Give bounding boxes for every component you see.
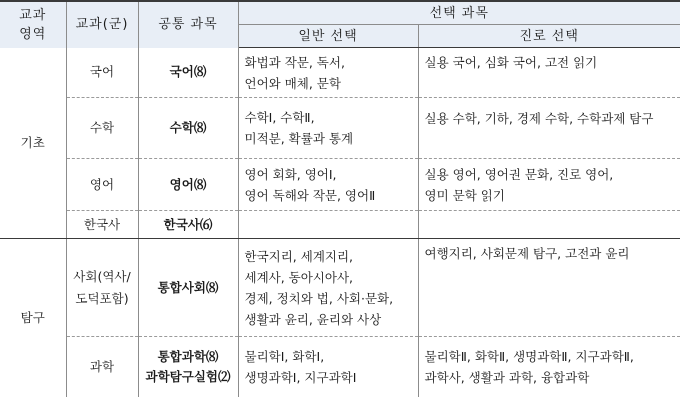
career-cell bbox=[418, 239, 680, 337]
general-cell bbox=[238, 337, 418, 397]
common-text: 과학탐구실험⑵ bbox=[145, 368, 231, 384]
career-cell bbox=[418, 337, 680, 397]
career-cell bbox=[418, 211, 680, 239]
general-text: 경제, 정치와 법, 사회·문화, bbox=[244, 290, 394, 306]
common-cell bbox=[138, 48, 238, 98]
group-cell bbox=[66, 337, 138, 397]
general-text: 미적분, 확률과 통계 bbox=[244, 131, 354, 146]
general-text: 세계사, 동아시아사, bbox=[244, 269, 354, 285]
general-text: 물리학Ⅰ, 화학Ⅰ, bbox=[244, 348, 325, 364]
group-text: 도덕포함) bbox=[75, 290, 129, 306]
general-text: 화법과 작문, 독서, bbox=[244, 54, 345, 70]
general-cell bbox=[238, 48, 418, 98]
header-group: 교과(군) bbox=[66, 1, 138, 48]
career-text: 영미 문학 읽기 bbox=[424, 187, 505, 203]
general-text: 수학Ⅰ, 수학Ⅱ, bbox=[244, 110, 315, 125]
general-cell bbox=[238, 239, 418, 337]
career-text: 여행지리, 사회문제 탐구, 고전과 윤리 bbox=[424, 246, 630, 261]
group-cell bbox=[66, 98, 138, 159]
career-text: 실용 국어, 심화 국어, 고전 읽기 bbox=[424, 55, 598, 70]
group-text: 국어 bbox=[89, 64, 115, 80]
career-text: 물리학Ⅱ, 화학Ⅱ, 생명과학Ⅱ, 지구과학Ⅱ, bbox=[424, 348, 634, 364]
general-text: 영어 회화, 영어Ⅰ, bbox=[244, 166, 337, 182]
general-text: 영어 독해와 작문, 영어Ⅱ bbox=[244, 187, 376, 203]
common-cell bbox=[138, 98, 238, 159]
table-row bbox=[0, 337, 680, 397]
common-text: 한국사⑹ bbox=[163, 216, 213, 232]
general-cell bbox=[238, 159, 418, 211]
header-common: 공통 과목 bbox=[138, 1, 238, 48]
table-row bbox=[0, 211, 680, 239]
career-text: 실용 영어, 영어권 문화, 진로 영어, bbox=[424, 166, 614, 182]
career-text: 실용 수학, 기하, 경제 수학, 수학과제 탐구 bbox=[424, 111, 654, 126]
group-cell bbox=[66, 159, 138, 211]
area-inquiry: 탐구 bbox=[0, 239, 66, 397]
general-cell bbox=[238, 98, 418, 159]
career-cell bbox=[418, 48, 680, 98]
common-text: 통합과학⑻ bbox=[157, 348, 219, 364]
common-cell bbox=[138, 239, 238, 337]
group-text: 영어 bbox=[89, 176, 115, 192]
group-cell bbox=[66, 211, 138, 239]
common-text: 국어⑻ bbox=[169, 64, 207, 80]
group-text: 수학 bbox=[89, 120, 115, 135]
area-basic: 기초 bbox=[0, 48, 66, 239]
header-general: 일반 선택 bbox=[238, 25, 418, 48]
career-cell bbox=[418, 98, 680, 159]
table-row bbox=[0, 98, 680, 159]
header-area-line-1: 교과 bbox=[19, 7, 47, 23]
group-text: 과학 bbox=[89, 358, 115, 374]
group-cell bbox=[66, 48, 138, 98]
common-text: 수학⑻ bbox=[169, 120, 207, 135]
common-text: 영어⑻ bbox=[169, 176, 207, 192]
group-text: 사회(역사/ bbox=[73, 268, 131, 284]
header-area bbox=[0, 1, 66, 48]
header-area-line-2: 영역 bbox=[19, 26, 47, 42]
common-cell bbox=[138, 211, 238, 239]
header-elective: 선택 과목 bbox=[238, 1, 680, 25]
common-text: 통합사회⑻ bbox=[157, 279, 219, 295]
header-career: 진로 선택 bbox=[418, 25, 680, 48]
group-text: 한국사 bbox=[83, 216, 121, 232]
career-text: 과학사, 생활과 과학, 융합과학 bbox=[424, 369, 590, 385]
general-text: 언어와 매체, 문학 bbox=[244, 75, 341, 91]
table-row bbox=[0, 239, 680, 337]
table-row bbox=[0, 48, 680, 98]
career-cell bbox=[418, 159, 680, 211]
group-cell bbox=[66, 239, 138, 337]
common-cell bbox=[138, 159, 238, 211]
general-text: 생명과학Ⅰ, 지구과학Ⅰ bbox=[244, 369, 357, 385]
general-text: 한국지리, 세계지리, bbox=[244, 248, 354, 264]
general-cell bbox=[238, 211, 418, 239]
general-text: 생활과 윤리, 윤리와 사상 bbox=[244, 311, 382, 327]
table-row bbox=[0, 159, 680, 211]
common-cell bbox=[138, 337, 238, 397]
